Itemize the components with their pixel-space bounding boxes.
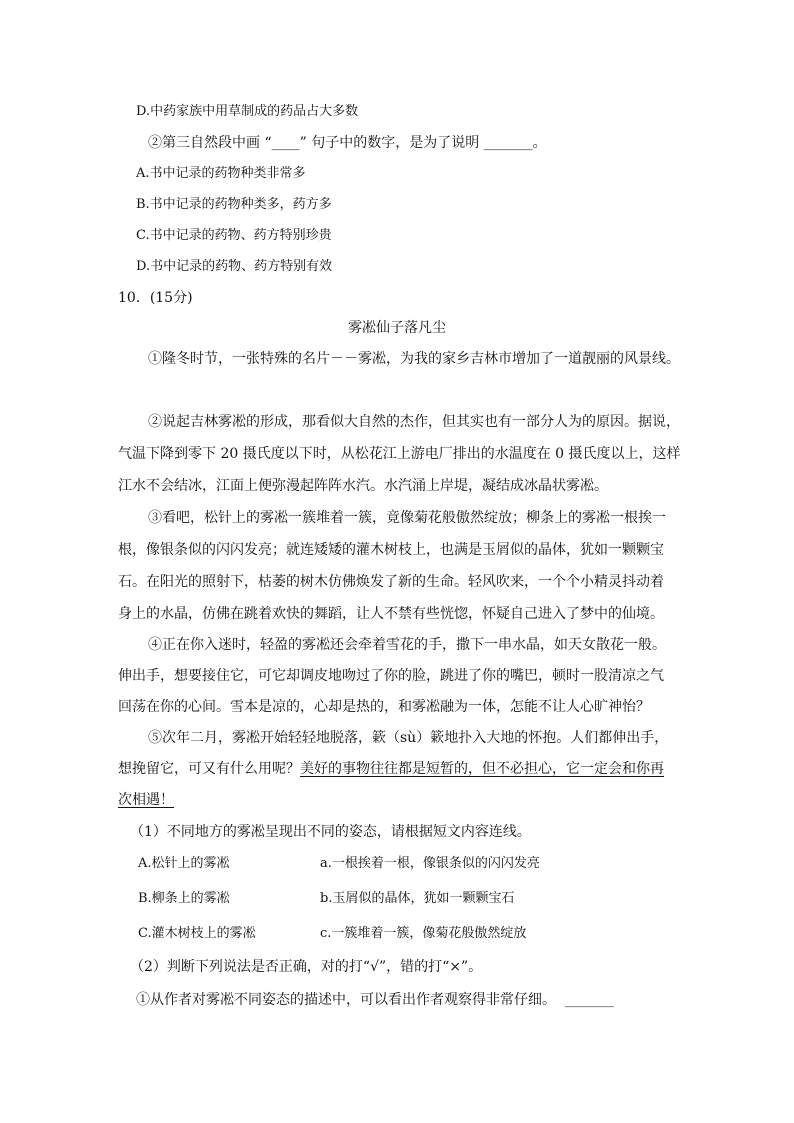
paragraph-3-line-2: 根，像银条似的闪闪发亮；就连矮矮的灌木树枝上，也满是玉屑似的晶体，犹如一颗颗宝	[118, 542, 664, 558]
q9-option-c: C.书中记录的药物、药方特别珍贵	[136, 228, 332, 243]
q9-option-d: D.书中记录的药物、药方特别有效	[136, 259, 333, 274]
q9-sub2-end: 。	[532, 135, 547, 151]
match-left-a: A.松针上的雾凇	[138, 856, 230, 871]
paragraph-3-line-1: ③看吧，松针上的雾凇一簇堆着一簇，竟像菊花般傲然绽放；柳条上的雾凇一根挨一	[148, 510, 666, 526]
judge-statement-1-text: ①从作者对雾凇不同姿态的描述中，可以看出作者观察得非常仔细。	[136, 992, 556, 1008]
match-left-b: B.柳条上的雾凇	[138, 891, 230, 906]
underlined-sentence-part-2: 次相遇！	[118, 792, 174, 808]
q10-header: 10．(15分)	[118, 290, 193, 306]
paragraph-2-line-1: ②说起吉林雾凇的形成，那看似大自然的杰作，但其实也有一部分人为的原因。据说，	[148, 414, 680, 430]
match-right-c: c.一簇堆着一簇，像菊花般傲然绽放	[320, 926, 527, 941]
match-right-b: b.玉屑似的晶体，犹如一颗颗宝石	[320, 891, 515, 906]
judge-1-answer-blank: _______	[564, 992, 614, 1008]
paragraph-3-line-4: 身上的水晶，仿佛在跳着欢快的舞蹈，让人不禁有些恍惚，怀疑自己进入了梦中的仙境。	[118, 606, 664, 622]
underlined-sentence-part-1: 美好的事物往往都是短暂的，但不必担心，它一定会和你再	[300, 761, 664, 777]
option-d-prev: D.中药家族中用草制成的药品占大多数	[136, 104, 359, 119]
judge-statement-1	[136, 990, 614, 1010]
paragraph-4-line-2: 伸出手，想要接住它，可它却调皮地吻过了你的脸，跳进了你的嘴巴，顿时一股清凉之气	[118, 668, 664, 684]
q9-sub2-prefix: ②第三自然段中画 “	[148, 135, 272, 151]
q9-option-a: A.书中记录的药物种类非常多	[136, 166, 306, 181]
sub-question-1: （1）不同地方的雾凇呈现出不同的姿态，请根据短文内容连线。	[130, 824, 531, 840]
q9-sub2	[148, 133, 547, 153]
q9-option-b: B.书中记录的药物种类多，药方多	[136, 197, 332, 212]
paragraph-4-line-1: ④正在你入迷时，轻盈的雾凇还会牵着雪花的手，撒下一串水晶，如天女散花一般。	[148, 637, 666, 653]
paragraph-5-line-2	[118, 759, 664, 779]
paragraph-3-line-3: 石。在阳光的照射下，枯萎的树木仿佛焕发了新的生命。轻风吹来，一个个小精灵抖动着	[118, 574, 664, 590]
paragraph-5-line-1: ⑤次年二月，雾凇开始轻轻地脱落，簌（sù）簌地扑入大地的怀抱。人们都伸出手，	[148, 730, 669, 746]
paragraph-2-line-3: 江水不会结冰，江面上便弥漫起阵阵水汽。水汽涌上岸堤，凝结成冰晶状雾凇。	[118, 478, 608, 494]
paragraph-5-line-3	[118, 790, 174, 810]
q9-sub2-suffix: ” 句子中的数字，是为了说明	[299, 135, 484, 151]
paragraph-1: ①隆冬时节，一张特殊的名片－－雾凇，为我的家乡吉林市增加了一道靓丽的风景线。	[148, 351, 680, 367]
paragraph-5-line-2-plain: 想挽留它，可又有什么用呢？	[118, 761, 300, 777]
q9-sub2-quote-blank: ____	[271, 135, 300, 151]
paragraph-4-line-3: 回荡在你的心间。雪本是凉的，心却是热的，和雾凇融为一体，怎能不让人心旷神怡？	[118, 699, 650, 715]
paragraph-2-line-2: 气温下降到零下 20 摄氏度以下时，从松花江上游电厂排出的水温度在 0 摄氏度以上，这样	[118, 446, 681, 462]
match-right-a: a.一根挨着一根，像银条似的闪闪发亮	[320, 856, 540, 871]
passage-title: 雾凇仙子落凡尘	[348, 320, 446, 336]
sub-question-2: （2）判断下列说法是否正确，对的打“√”，错的打“×”。	[130, 959, 483, 975]
match-left-c: C.灌木树枝上的雾凇	[138, 926, 256, 941]
q9-sub2-answer-blank: _______	[483, 135, 533, 151]
